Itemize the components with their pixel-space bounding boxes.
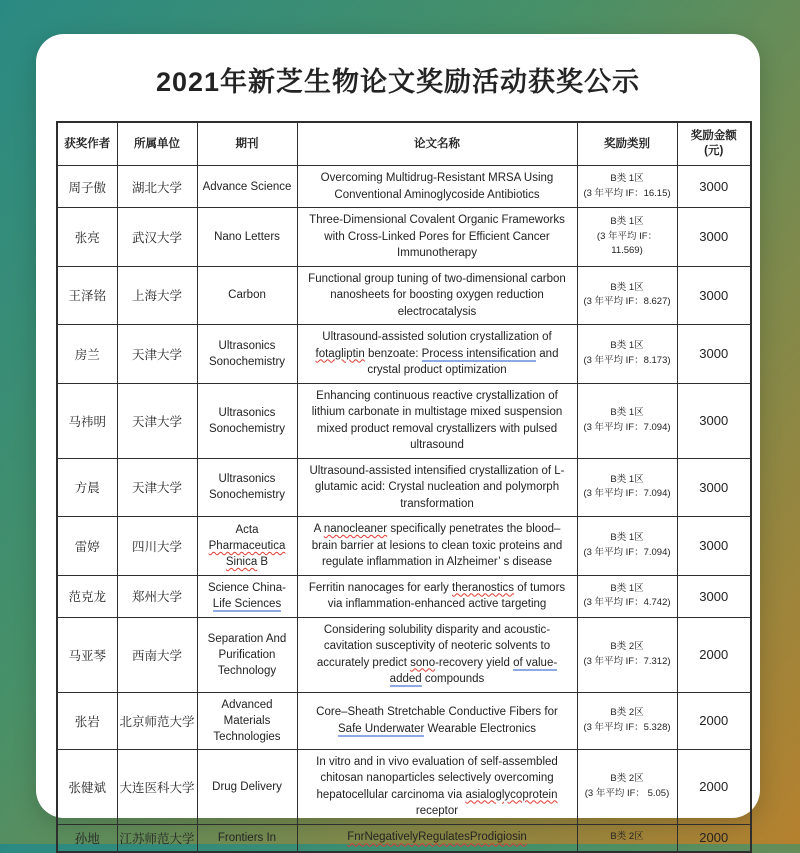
page-title: 2021年新芝生物论文奖励活动获奖公示 bbox=[155, 67, 641, 97]
text-segment: Drug Delivery bbox=[212, 780, 282, 793]
table-row bbox=[57, 749, 751, 824]
author-cell: 范克龙 bbox=[57, 575, 117, 617]
table-header bbox=[57, 122, 751, 166]
journal-cell bbox=[197, 517, 297, 576]
category-line: B类 1区 bbox=[610, 216, 644, 227]
journal-cell bbox=[197, 383, 297, 458]
category-line: B类 1区 bbox=[610, 532, 644, 544]
award-category-cell bbox=[577, 383, 677, 458]
category-line: (3 年平均 IF： 5.05) bbox=[584, 787, 670, 799]
text-segment: Three-Dimensional Covalent Organic Frameworks with Cross-Linked Pores for Efficient Cancer Immunotherapy bbox=[309, 214, 565, 259]
spellcheck-underlined-text: sono bbox=[410, 656, 436, 669]
award-category-cell bbox=[577, 575, 677, 617]
column-header: 论文名称 bbox=[297, 122, 577, 166]
column-header: 获奖作者 bbox=[57, 122, 117, 166]
author-cell: 张亮 bbox=[57, 208, 117, 267]
document-card bbox=[36, 34, 760, 846]
amount-cell: 3000 bbox=[677, 266, 751, 325]
text-segment: and crystal product optimization bbox=[367, 347, 559, 376]
amount-cell: 2000 bbox=[677, 617, 751, 692]
journal-cell bbox=[197, 208, 297, 267]
author-cell: 马亚琴 bbox=[57, 617, 117, 692]
text-segment: In vitro and in vivo evaluation of self-assembled chitosan nanoparticles selectively overcoming hepatocellular carcinoma via bbox=[316, 755, 558, 801]
author-cell: 王泽铭 bbox=[57, 266, 117, 325]
amount-cell: 2000 bbox=[677, 749, 751, 824]
category-line: B类 2区 bbox=[610, 707, 644, 718]
table-row bbox=[57, 325, 751, 384]
spellcheck-underlined-text: FnrNegativelyRegulatesProdigiosin bbox=[347, 831, 527, 844]
column-header: 奖励类别 bbox=[577, 122, 677, 166]
unit-cell: 郑州大学 bbox=[117, 575, 197, 617]
author-cell: 张健斌 bbox=[57, 749, 117, 824]
grammar-underlined-text: Safe Underwater bbox=[338, 722, 425, 735]
text-segment: Carbon bbox=[228, 289, 266, 302]
table-row bbox=[57, 458, 751, 517]
text-segment: compounds bbox=[421, 673, 485, 685]
category-line: B类 2区 bbox=[610, 641, 644, 652]
category-line: (3 年平均 IF：5.328) bbox=[583, 721, 671, 733]
award-category-cell bbox=[577, 166, 677, 208]
journal-cell bbox=[197, 824, 297, 852]
journal-cell bbox=[197, 266, 297, 325]
category-line: B类 1区 bbox=[610, 173, 644, 184]
award-category-cell bbox=[577, 458, 677, 517]
table-row bbox=[57, 383, 751, 458]
table-row bbox=[57, 824, 751, 852]
journal-cell bbox=[197, 166, 297, 208]
text-segment: Ultrasound-assisted intensified crystallization of L-glutamic acid: Crystal nucleation and polymorph transformation bbox=[309, 464, 565, 510]
text-segment: Science China- bbox=[208, 582, 286, 594]
text-segment: Wearable Electronics bbox=[424, 722, 536, 735]
grammar-underlined-text: of value-added bbox=[389, 656, 558, 685]
spellcheck-underlined-text: theranostics bbox=[452, 581, 515, 594]
journal-cell bbox=[197, 617, 297, 692]
table-row bbox=[57, 266, 751, 325]
grammar-underlined-text: Process intensification bbox=[421, 347, 537, 360]
category-line: B类 1区 bbox=[610, 582, 644, 594]
category-line: B类 1区 bbox=[610, 281, 644, 293]
paper-title-cell bbox=[297, 517, 577, 576]
journal-cell bbox=[197, 325, 297, 384]
unit-cell: 西南大学 bbox=[117, 617, 197, 692]
text-segment: Advanced Materials Technologies bbox=[213, 698, 281, 743]
text-segment: Overcoming Multidrug-Resistant MRSA Using Conventional Aminoglycoside Antibiotics bbox=[320, 172, 554, 201]
award-category-cell bbox=[577, 208, 677, 267]
text-segment: Nano Letters bbox=[214, 230, 280, 243]
category-line: B类 1区 bbox=[610, 473, 644, 485]
text-segment: Separation And Purification Technology bbox=[207, 632, 287, 677]
table-row bbox=[57, 575, 751, 617]
table-row bbox=[57, 208, 751, 267]
journal-cell bbox=[197, 458, 297, 517]
spellcheck-underlined-text: Pharmaceutica bbox=[208, 539, 286, 552]
unit-cell: 江苏师范大学 bbox=[117, 824, 197, 852]
unit-cell: 上海大学 bbox=[117, 266, 197, 325]
column-header: 奖励金额 (元) bbox=[677, 122, 751, 166]
text-segment: Enhancing continuous reactive crystallization of lithium carbonate in multistage mixed suspension mixed product removal crystallizers with pulsed ultrasound bbox=[311, 389, 563, 451]
unit-cell: 天津大学 bbox=[117, 383, 197, 458]
text-segment: specifically penetrates the blood– brain barrier at lesions to clean toxic proteins and regulate inflammation in Alzheimer’ s disease bbox=[311, 523, 563, 568]
author-cell: 张岩 bbox=[57, 692, 117, 749]
table-row bbox=[57, 692, 751, 749]
category-line: (3 年平均 IF：4.742) bbox=[583, 597, 671, 608]
paper-title-cell bbox=[297, 166, 577, 208]
category-line: B类 2区 bbox=[610, 773, 644, 784]
unit-cell: 武汉大学 bbox=[117, 208, 197, 267]
category-line: 11.569) bbox=[611, 245, 643, 256]
paper-title-cell bbox=[297, 458, 577, 517]
unit-cell: 大连医科大学 bbox=[117, 749, 197, 824]
author-cell: 马祎明 bbox=[57, 383, 117, 458]
paper-title-cell bbox=[297, 325, 577, 384]
spellcheck-underlined-text: Sinica bbox=[225, 555, 258, 568]
text-segment: Ultrasound-assisted solution crystallization of bbox=[322, 331, 552, 343]
text-segment: Ultrasonics Sonochemistry bbox=[208, 339, 286, 368]
text-segment: Frontiers In bbox=[217, 831, 277, 844]
author-cell: 周子傲 bbox=[57, 166, 117, 208]
award-category-cell bbox=[577, 692, 677, 749]
paper-title-cell bbox=[297, 575, 577, 617]
unit-cell: 天津大学 bbox=[117, 458, 197, 517]
amount-cell: 2000 bbox=[677, 824, 751, 852]
grammar-underlined-text: Life Sciences bbox=[212, 598, 282, 610]
amount-cell: 3000 bbox=[677, 383, 751, 458]
table-row bbox=[57, 166, 751, 208]
category-line: (3 年平均 IF：7.094) bbox=[583, 546, 671, 558]
amount-cell: 3000 bbox=[677, 575, 751, 617]
award-category-cell bbox=[577, 824, 677, 852]
category-line: B类 2区 bbox=[610, 831, 644, 843]
category-line: B类 1区 bbox=[610, 407, 644, 418]
table-row bbox=[57, 517, 751, 576]
journal-cell bbox=[197, 692, 297, 749]
category-line: (3 年平均 IF： bbox=[596, 230, 658, 242]
category-line: (3 年平均 IF：7.312) bbox=[583, 655, 671, 667]
text-segment: Ultrasonics Sonochemistry bbox=[208, 473, 286, 502]
paper-title-cell bbox=[297, 692, 577, 749]
table-row bbox=[57, 617, 751, 692]
category-line: (3 年平均 IF：7.094) bbox=[583, 488, 671, 500]
author-cell: 方晨 bbox=[57, 458, 117, 517]
award-category-cell bbox=[577, 325, 677, 384]
paper-title-cell bbox=[297, 208, 577, 267]
awards-table bbox=[56, 121, 752, 853]
text-segment: Advance Science bbox=[202, 180, 292, 193]
spellcheck-underlined-text: asialoglycoprotein bbox=[465, 788, 558, 801]
amount-cell: 3000 bbox=[677, 208, 751, 267]
author-cell: 雷婷 bbox=[57, 517, 117, 576]
text-segment: Ultrasonics Sonochemistry bbox=[208, 406, 286, 435]
unit-cell: 北京师范大学 bbox=[117, 692, 197, 749]
text-segment: receptor bbox=[415, 805, 459, 817]
category-line: (3 年平均 IF：7.094) bbox=[583, 421, 671, 433]
category-line: (3 年平均 IF：8.173) bbox=[583, 354, 671, 366]
amount-cell: 3000 bbox=[677, 458, 751, 517]
unit-cell: 四川大学 bbox=[117, 517, 197, 576]
text-segment: Acta bbox=[235, 523, 259, 536]
author-cell: 孙地 bbox=[57, 824, 117, 852]
amount-cell: 3000 bbox=[677, 166, 751, 208]
paper-title-cell bbox=[297, 824, 577, 852]
text-segment: Ferritin nanocages for early bbox=[308, 581, 453, 594]
spellcheck-underlined-text: nanocleaner bbox=[323, 523, 388, 535]
paper-title-cell bbox=[297, 266, 577, 325]
unit-cell: 湖北大学 bbox=[117, 166, 197, 208]
text-segment: Functional group tuning of two-dimensional carbon nanosheets for boosting oxygen reduction electrocatalysis bbox=[308, 272, 566, 318]
text-segment: B bbox=[257, 555, 269, 568]
text-segment: Core–Sheath Stretchable Conductive Fibers for bbox=[316, 706, 558, 718]
paper-title-cell bbox=[297, 749, 577, 824]
column-header: 期刊 bbox=[197, 122, 297, 166]
amount-cell: 3000 bbox=[677, 517, 751, 576]
award-category-cell bbox=[577, 617, 677, 692]
amount-cell: 3000 bbox=[677, 325, 751, 384]
award-category-cell bbox=[577, 749, 677, 824]
amount-cell: 2000 bbox=[677, 692, 751, 749]
text-segment: of tumors via inflammation-enhanced active targeting bbox=[327, 581, 566, 610]
award-category-cell bbox=[577, 517, 677, 576]
journal-cell bbox=[197, 749, 297, 824]
text-segment: -recovery yield bbox=[435, 656, 514, 669]
text-segment: A bbox=[313, 523, 324, 535]
unit-cell: 天津大学 bbox=[117, 325, 197, 384]
category-line: (3 年平均 IF：8.627) bbox=[583, 296, 671, 308]
paper-title-cell bbox=[297, 383, 577, 458]
award-category-cell bbox=[577, 266, 677, 325]
author-cell: 房兰 bbox=[57, 325, 117, 384]
journal-cell bbox=[197, 575, 297, 617]
text-segment: benzoate: bbox=[364, 347, 422, 360]
column-header: 所属单位 bbox=[117, 122, 197, 166]
category-line: B类 1区 bbox=[610, 340, 644, 352]
header-row bbox=[57, 122, 751, 166]
spellcheck-underlined-text: fotagliptin bbox=[315, 347, 365, 360]
text-segment: Considering solubility disparity and acoustic-cavitation susceptivity of neoteric solvents to accurately predict bbox=[316, 623, 551, 669]
category-line: (3 年平均 IF：16.15) bbox=[583, 187, 671, 199]
paper-title-cell bbox=[297, 617, 577, 692]
